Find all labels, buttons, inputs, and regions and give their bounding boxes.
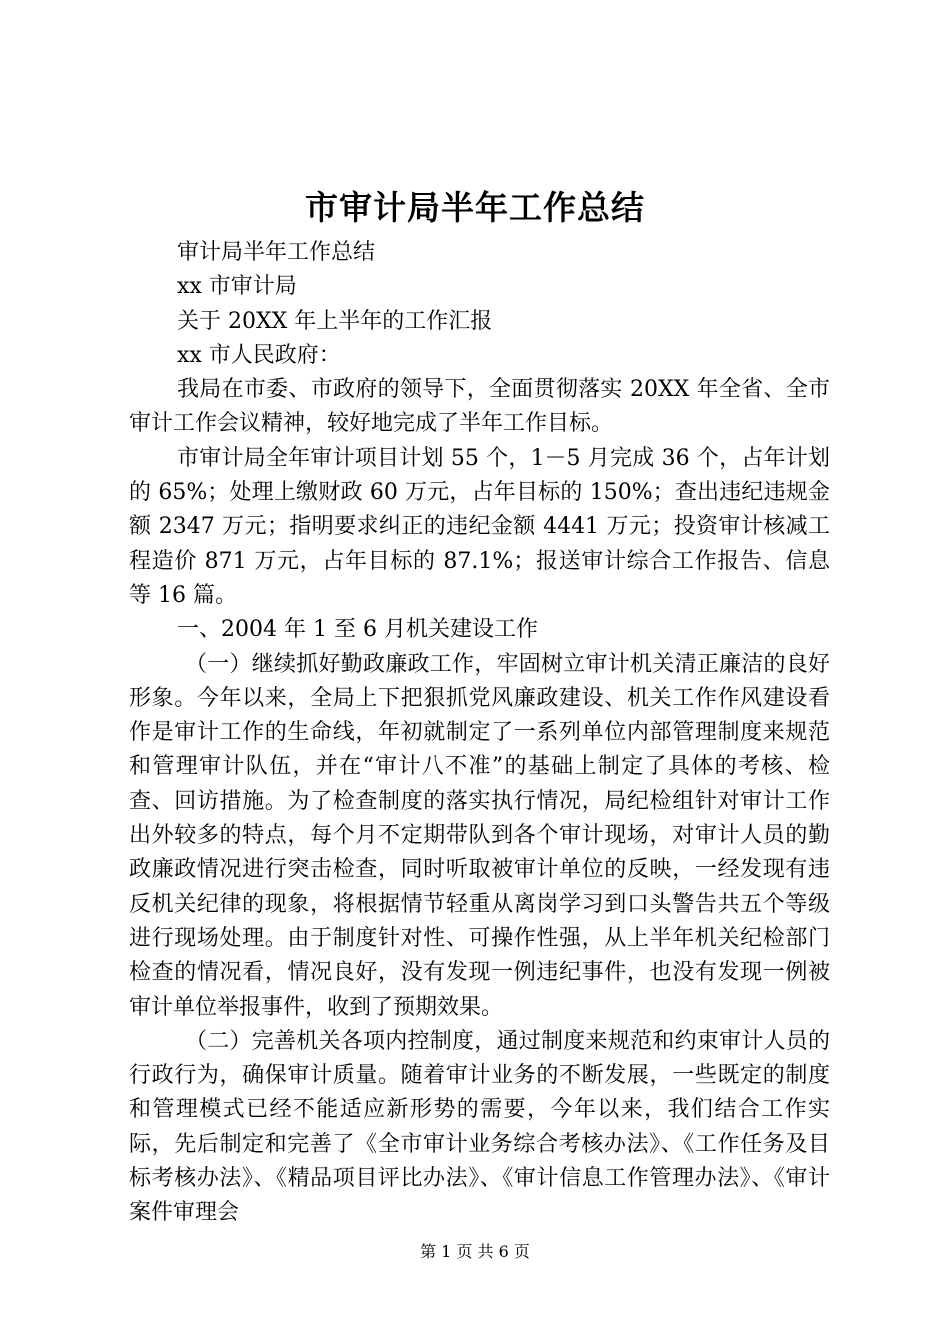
header-line: 关于 20XX 年上半年的工作汇报 [177,308,493,334]
body-paragraph: （二）完善机关各项内控制度，通过制度来规范和约束审计人员的行政行为，确保审计质量。随着审计业务的不断发展，一些既定的制度和管理模式已经不能适应新形势的需要，今年以来，我们结合工作实际，先后制定和完善了《全市审计业务综合考核办法》、《工作任务及目标考核办法》、《精品项目评比办法》、《审计信息工作管理办法》、《审计案件审理会 [129,1028,830,1226]
header-line: 审计局半年工作总结 [177,240,376,265]
body-paragraph: 市审计局全年审计项目计划 55 个，1－5 月完成 36 个，占年计划的 65%；处理上缴财政 60 万元，占年目标的 150%；查出违纪违规金额 2347 万元；指明要求纠正的违纪金额 4441 万元；投资审计核减工程造价 871 万元，占年目标的 87.1%；报送审计综合工作报告、信息等 16 篇。 [129,445,830,608]
section-heading: 一、2004 年 1 至 6 月机关建设工作 [177,617,538,643]
document-title: 市审计局半年工作总结 [305,188,645,227]
body-paragraph: （一）继续抓好勤政廉政工作，牢固树立审计机关清正廉洁的良好形象。今年以来，全局上下把狠抓党风廉政建设、机关工作作风建设看作是审计工作的生命线，年初就制定了一系列单位内部管理制度来规范和管理审计队伍，并在“审计八不准”的基础上制定了具体的考核、检查、回访措施。为了检查制度的落实执行情况，局纪检组针对审计工作出外较多的特点，每个月不定期带队到各个审计现场，对审计人员的勤政廉政情况进行突击检查，同时听取被审计单位的反映，一经发现有违反机关纪律的现象，将根据情节轻重从离岗学习到口头警告共五个等级进行现场处理。由于制度针对性、可操作性强，从上半年机关纪检部门检查的情况看，情况良好，没有发现一例违纪事件，也没有发现一例被审计单位举报事件，收到了预期效果。 [129,651,830,1020]
header-line: xx 市审计局 [177,274,297,300]
page-footer: 第 1 页 共 6 页 [420,1242,530,1261]
body-paragraph: 我局在市委、市政府的领导下，全面贯彻落实 20XX 年全省、全市审计工作会议精神，较好地完成了半年工作目标。 [129,377,830,437]
header-line: xx 市人民政府： [177,342,341,368]
document-body [129,236,830,1231]
